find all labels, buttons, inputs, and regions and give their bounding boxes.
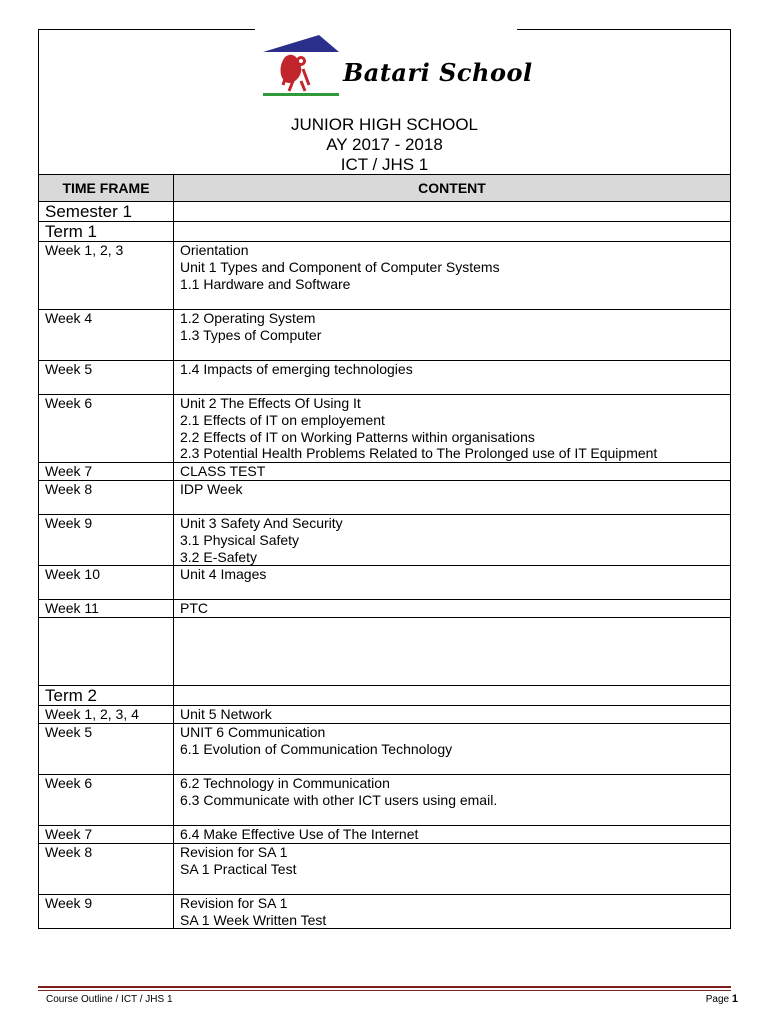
table-row (39, 686, 731, 706)
time-frame-cell: Week 4 (39, 310, 174, 361)
course-outline-frame (38, 29, 731, 927)
table-header-row (39, 175, 731, 202)
footer-page-number (706, 993, 738, 1005)
table-row (39, 723, 731, 774)
table-row (39, 202, 731, 222)
table-row (39, 310, 731, 361)
time-frame-cell: Week 7 (39, 463, 174, 481)
content-cell: IDP Week (174, 480, 731, 514)
time-frame-cell: Week 7 (39, 825, 174, 843)
footer-divider (38, 986, 731, 988)
page-number: 1 (731, 993, 738, 1005)
content-cell: 1.2 Operating System 1.3 Types of Computer (174, 310, 731, 361)
title-line-2: AY 2017 - 2018 (326, 135, 443, 154)
time-frame-cell: Semester 1 (39, 202, 174, 222)
time-frame-cell: Week 6 (39, 395, 174, 463)
content-cell: 6.4 Make Effective Use of The Internet (174, 825, 731, 843)
table-row (39, 894, 731, 929)
time-frame-cell: Week 10 (39, 566, 174, 600)
time-frame-cell (39, 618, 174, 686)
content-cell: UNIT 6 Communication 6.1 Evolution of Communication Technology (174, 723, 731, 774)
time-frame-cell: Week 1, 2, 3, 4 (39, 706, 174, 724)
table-row (39, 242, 731, 310)
content-cell: Revision for SA 1 SA 1 Week Written Test (174, 894, 731, 929)
content-cell: 1.4 Impacts of emerging technologies (174, 361, 731, 395)
title-line-1: JUNIOR HIGH SCHOOL (290, 115, 479, 134)
table-row (39, 222, 731, 242)
title-line-3: ICT / JHS 1 (340, 155, 429, 174)
content-cell: 6.2 Technology in Communication 6.3 Communicate with other ICT users using email. (174, 774, 731, 825)
table-row (39, 566, 731, 600)
page-label: Page (705, 994, 730, 1005)
content-cell: Unit 5 Network (174, 706, 731, 724)
footer-course-label: Course Outline / ICT / JHS 1 (46, 994, 173, 1005)
time-frame-cell: Week 1, 2, 3 (39, 242, 174, 310)
footer-divider-thin (38, 990, 731, 991)
time-frame-cell: Term 1 (39, 222, 174, 242)
document-title (39, 115, 730, 175)
table-row (39, 600, 731, 618)
time-frame-cell: Week 6 (39, 774, 174, 825)
time-frame-cell: Term 2 (39, 686, 174, 706)
time-frame-cell: Week 5 (39, 361, 174, 395)
time-frame-cell: Week 9 (39, 894, 174, 929)
content-cell: Orientation Unit 1 Types and Component of Computer Systems 1.1 Hardware and Software (174, 242, 731, 310)
school-name: Batari School (343, 58, 533, 87)
header-box (38, 29, 731, 174)
table-row (39, 514, 731, 565)
table-row (39, 395, 731, 463)
table-row (39, 825, 731, 843)
content-cell (174, 222, 731, 242)
time-frame-cell: Week 8 (39, 480, 174, 514)
content-cell (174, 686, 731, 706)
time-frame-cell: Week 5 (39, 723, 174, 774)
content-cell: CLASS TEST (174, 463, 731, 481)
table-row (39, 843, 731, 894)
table-row (39, 618, 731, 686)
table-row (39, 774, 731, 825)
table-row (39, 706, 731, 724)
time-frame-cell: Week 8 (39, 843, 174, 894)
content-cell: Unit 2 The Effects Of Using It 2.1 Effects of IT on employement 2.2 Effects of IT on Working Patterns within organisations 2.3 Potential Health Problems Related to The Prolonged use of IT Equipment (174, 395, 731, 463)
column-header-content: CONTENT (174, 175, 731, 202)
content-cell (174, 202, 731, 222)
content-cell (174, 618, 731, 686)
content-cell: PTC (174, 600, 731, 618)
content-cell: Unit 3 Safety And Security 3.1 Physical Safety 3.2 E-Safety (174, 514, 731, 565)
table-row (39, 463, 731, 481)
course-outline-table (38, 174, 731, 929)
time-frame-cell: Week 11 (39, 600, 174, 618)
table-row (39, 361, 731, 395)
column-header-time-frame: TIME FRAME (39, 175, 174, 202)
content-cell: Unit 4 Images (174, 566, 731, 600)
content-cell: Revision for SA 1 SA 1 Practical Test (174, 843, 731, 894)
table-row (39, 480, 731, 514)
time-frame-cell: Week 9 (39, 514, 174, 565)
